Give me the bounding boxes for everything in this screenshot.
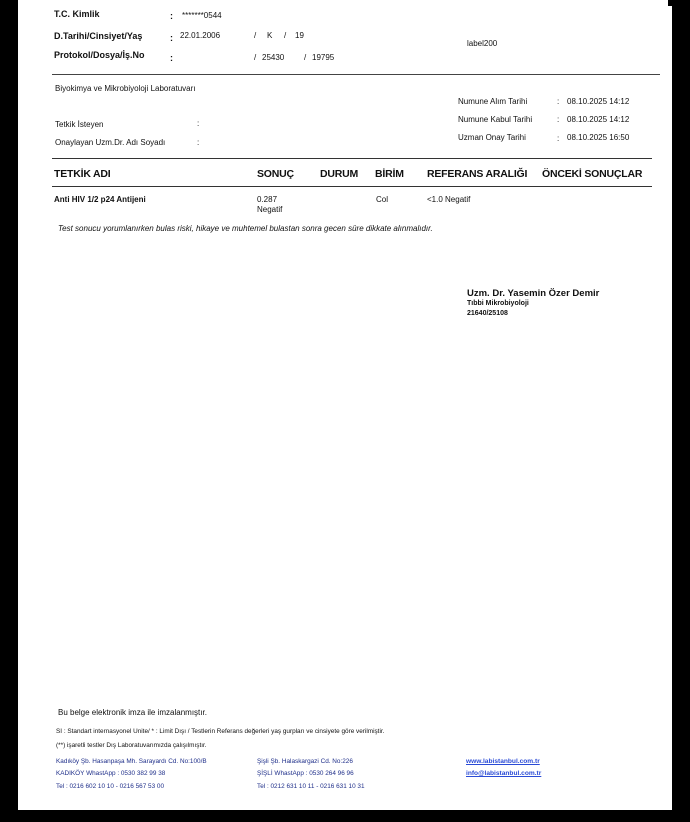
age-value: 19 [295,31,304,40]
sisli-phone: Tel : 0212 631 10 11 - 0216 631 10 31 [257,783,365,790]
protocol-label: Protokol/Dosya/İş.No [54,50,145,60]
table-header-divider [52,186,652,187]
sisli-whatsapp: ŞİŞLİ WhastApp : 0530 264 96 96 [257,770,354,777]
header-previous: ÖNCEKİ SONUÇLAR [542,168,643,180]
kadikoy-whatsapp: KADIKÖY WhastApp : 0530 382 99 38 [56,770,166,777]
approve-date-label: Uzman Onay Tarihi [458,133,526,142]
header-unit: BİRİM [375,168,404,180]
sisli-address: Şişli Şb. Halaskargazi Cd. No:226 [257,758,353,765]
approver-sep: : [197,138,200,147]
row-result: 0.287 [257,195,278,204]
legend-external: (**) işaretli testler Dış Laboratuvarımızda çalışılmıştır. [56,742,207,749]
tc-value: *******0544 [182,11,222,20]
accept-date-label: Numune Kabul Tarihi [458,115,533,124]
report-page [18,0,672,810]
requester-label: Tetkik İsteyen [55,120,104,129]
tc-sep: : [170,11,173,21]
job-sep: / [304,53,307,62]
kadikoy-phone: Tel : 0216 602 10 10 - 0216 567 53 00 [56,783,165,790]
header-reference: REFERANS ARALIĞI [427,168,528,180]
legend-limits: SI : Standart internasyonel Unite/ * : Limit Dışı / Testlerin Referans değerleri yaş gurpları ve cinsiyete göre verilmiştir. [56,728,385,735]
row-test: Anti HIV 1/2 p24 Antijeni [54,195,146,204]
dob-sep: : [170,33,173,43]
sample-date-label: Numune Alım Tarihi [458,97,528,106]
row-result-note: Negatif [257,205,283,214]
signer-name: Uzm. Dr. Yasemin Özer Demir [467,288,600,299]
lab-name: Biyokimya ve Mikrobiyoloji Laboratuvarı [55,84,196,93]
kadikoy-address: Kadıköy Şb. Hasanpaşa Mh. Sarayardı Cd. No:100/B [56,758,207,765]
esign-note: Bu belge elektronik imza ile imzalanmıştır. [58,708,207,717]
dob-label: D.Tarihi/Cinsiyet/Yaş [54,31,143,41]
protocol-sep: : [170,53,173,63]
label-tag: label200 [467,39,498,48]
accept-date-sep: : [557,115,560,124]
email-link[interactable]: info@labistanbul.com.tr [466,770,542,777]
header-divider [52,74,660,75]
tc-label: T.C. Kimlik [54,9,100,19]
file-sep: / [254,53,257,62]
sex-value: K [267,31,273,40]
corner-shade [668,0,690,6]
approve-date-value: 08.10.2025 16:50 [567,133,630,142]
approve-date-sep: : [557,134,560,143]
requester-sep: : [197,119,200,128]
interpretation-note: Test sonucu yorumlanırken bulas riski, hikaye ve muhtemel bulastan sonra gecen süre dikkate alınmalıdır. [58,224,433,233]
dob-value: 22.01.2006 [180,31,221,40]
row-unit: Col [376,195,389,204]
header-test: TETKİK ADI [54,168,111,180]
sex-sep: / [254,31,257,40]
sample-date-value: 08.10.2025 14:12 [567,97,630,106]
file-value: 25430 [262,53,285,62]
signer-reg-no: 21640/25108 [467,310,508,317]
row-reference: <1.0 Negatif [427,195,471,204]
age-sep: / [284,31,287,40]
accept-date-value: 08.10.2025 14:12 [567,115,630,124]
table-top-divider [52,158,652,159]
job-value: 19795 [312,53,335,62]
website-link[interactable]: www.labistanbul.com.tr [466,758,540,765]
signer-title: Tıbbi Mikrobiyoloji [467,300,529,307]
sample-date-sep: : [557,97,560,106]
header-result: SONUÇ [257,168,294,180]
header-status: DURUM [320,168,359,180]
approver-label: Onaylayan Uzm.Dr. Adı Soyadı [55,138,166,147]
